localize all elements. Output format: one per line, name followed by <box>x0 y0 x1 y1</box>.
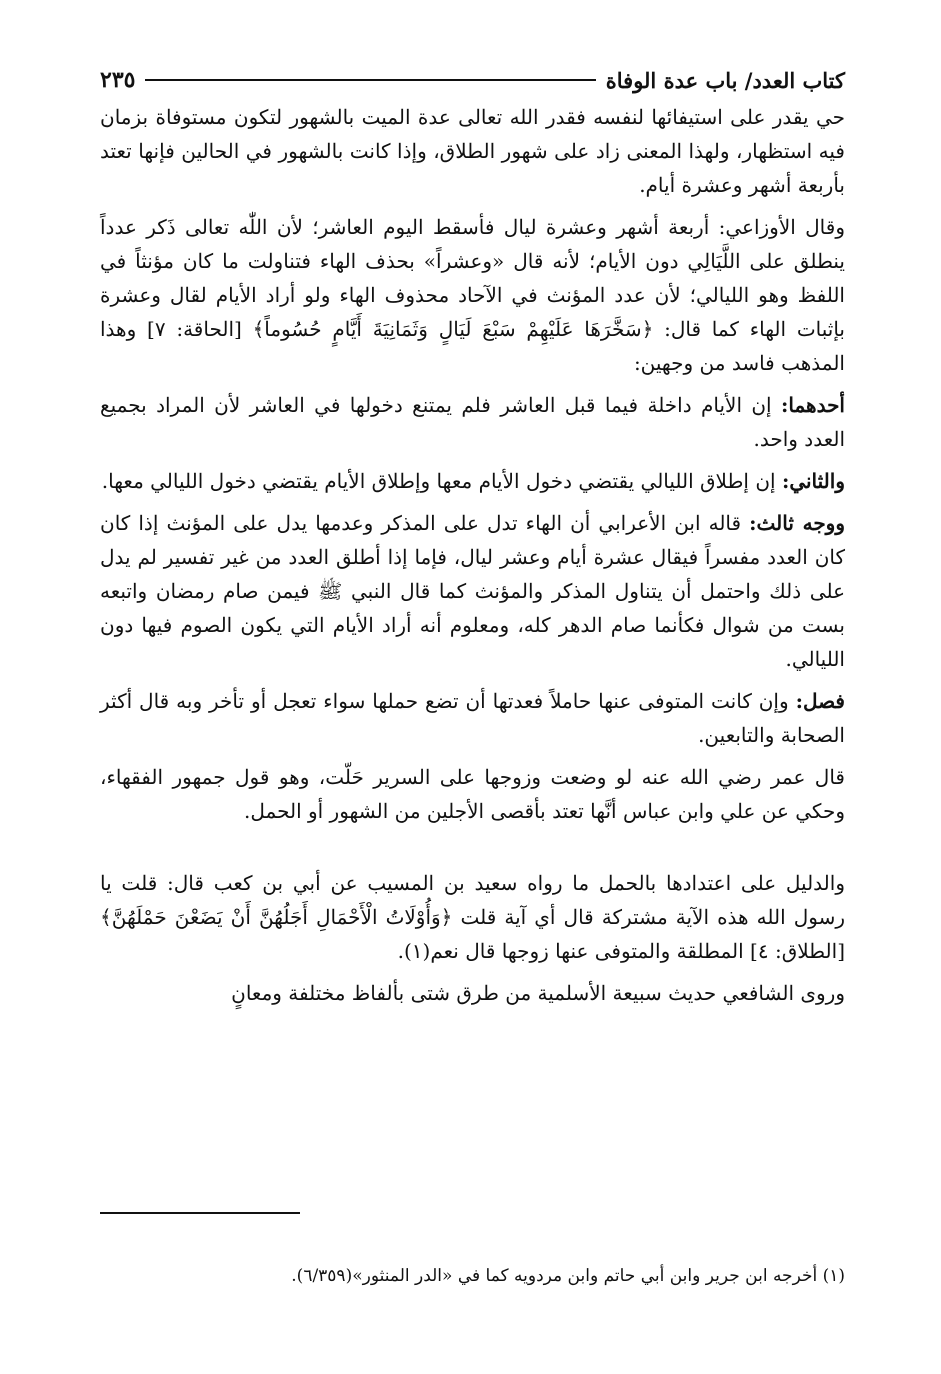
paragraph-lead: ووجه ثالث: <box>749 511 846 535</box>
paragraph-3: أحدهما: إن الأيام داخلة فيما قبل العاشر فلم يمتنع دخولها في العاشر لأن المراد بجميع العدد واحد. <box>100 393 845 451</box>
footnote-text: (١) أخرجه ابن جرير وابن أبي حاتم وابن مردويه كما في «الدر المنثور»(٦/٣٥٩). <box>291 1266 845 1286</box>
paragraph-9: وروى الشافعي حديث سبيعة الأسلمية من طرق شتى بألفاظ مختلفة ومعانٍ <box>231 981 845 1005</box>
page-body <box>100 60 845 1018</box>
paragraph-7: قال عمر رضي الله عنه لو وضعت وزوجها على السرير حَلّت، وهو قول جمهور الفقهاء، وحكي عن علي وابن عباس أنَّها تعتد بأقصى الأجلين من الشهور أو الحمل. <box>100 765 845 823</box>
paragraph-4: والثاني: إن إطلاق الليالي يقتضي دخول الأيام معها وإطلاق الأيام يقتضي دخول الليالي معها. <box>101 469 845 493</box>
paragraph-lead: والثاني: <box>781 469 845 493</box>
paragraph-6: فصل: وإن كانت المتوفى عنها حاملاً فعدتها أن تضع حملها سواء تعجل أو تأخر وبه قال أكثر الصحابة والتابعين. <box>100 689 845 747</box>
running-header <box>100 60 845 100</box>
paragraph-1: حي يقدر على استيفائها لنفسه فقدر الله تعالى عدة الميت بالشهور لتكون مستوفاة بزمان فيه استظهار، ولهذا المعنى زاد على شهور الطلاق، وإذا كانت بالشهور في الحالين فإنها تعتد بأربعة أشهر وعشرة أيام. <box>100 105 846 197</box>
paragraph-lead: أحدهما: <box>780 393 845 417</box>
chapter-title: كتاب العدد/ باب عدة الوفاة <box>605 67 845 93</box>
footnote <box>100 1262 845 1290</box>
footnote-rule <box>100 1212 300 1214</box>
paragraph-gap <box>100 836 845 866</box>
paragraph-lead: فصل: <box>795 689 845 713</box>
header-rule <box>145 79 595 81</box>
paragraph-2: وقال الأوزاعي: أربعة أشهر وعشرة ليال فأسقط اليوم العاشر؛ لأن اللّٰه تعالى ذَكر عدداً ينطلق على اللَّيَالِي دون الأيام؛ لأنه قال «وعشراً» بحذف الهاء فتناولت ما كان مؤنثاً في اللفظ وهو الليالي؛ لأن عدد المؤنث في الآحاد محذوف الهاء ولو أراد الأيام لقال وعشرة بإثبات الهاء كما قال: ﴿سَخَّرَهَا عَلَيْهِمْ سَبْعَ لَيَالٍ وَثَمَانِيَةَ أَيَّامٍ حُسُوماً﴾ [الحاقة: ٧] وهذا المذهب فاسد من وجهين: <box>100 215 845 375</box>
paragraph-5: ووجه ثالث: قاله ابن الأعرابي أن الهاء تدل على المذكر وعدمها يدل على المؤنث إذا كان كان العدد مفسراً فيقال عشرة أيام وعشر ليال، فإما إذا أطلق العدد من غير تفسير لم يدل على ذلك واحتمل أن يتناول المذكر والمؤنث كما قال النبي ﷺ فيمن صام رمضان واتبعه بست من شوال فكأنما صام الدهر كله، ومعلوم أنه أراد الأيام التي يكون الصوم فيها دون الليالي. <box>100 511 846 671</box>
page-number: ٢٣٥ <box>100 67 136 93</box>
paragraph-8: والدليل على اعتدادها بالحمل ما رواه سعيد بن المسيب عن أبي بن كعب قال: قلت يا رسول الله هذه الآية مشتركة قال أي آية قلت ﴿وَأُوْلَاتُ الْأَحْمَالِ أَجَلُهُنَّ أَنْ يَضَعْنَ حَمْلَهُنَّ﴾ [الطلاق: ٤] المطلقة والمتوفى عنها زوجها قال نعم(١). <box>100 871 845 963</box>
